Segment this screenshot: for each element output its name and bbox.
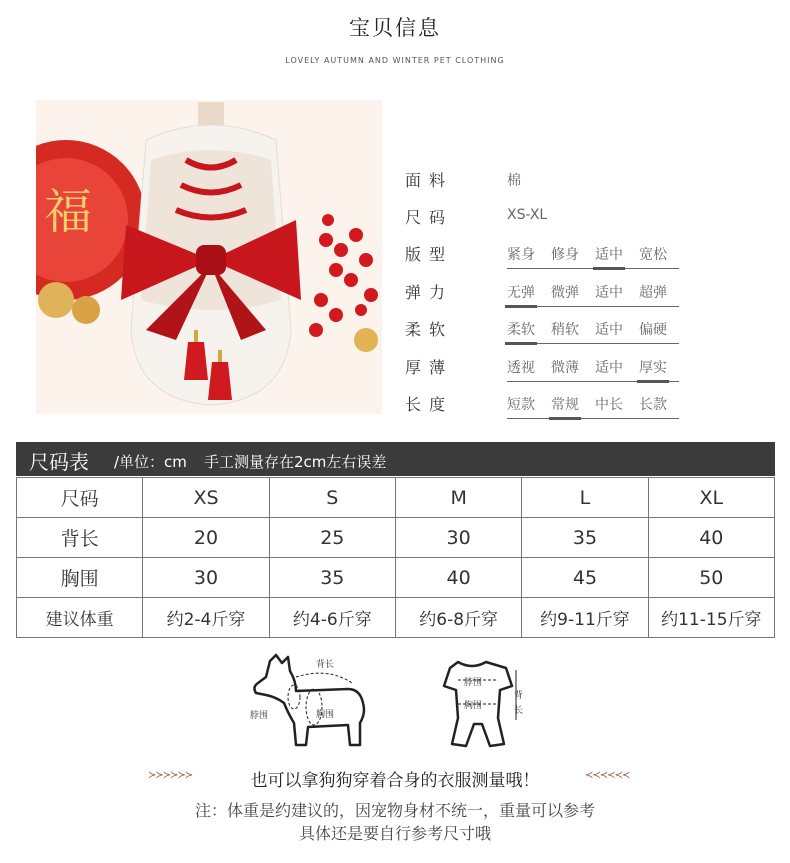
weight-note: 注：体重是约建议的，因宠物身材不统一，重量可以参考: [194, 801, 595, 820]
table-cell: 50: [648, 558, 774, 598]
table-cell: 40: [648, 518, 774, 558]
table-row: [17, 518, 775, 558]
size-chart-unit: /单位：cm: [114, 453, 187, 471]
product-photo: [36, 100, 382, 414]
attr-thickness-options: [507, 357, 679, 382]
table-cell: 约9-11斤穿: [522, 598, 648, 638]
table-cell: 35: [522, 518, 648, 558]
option: 适中: [595, 285, 623, 301]
measure-tip: 也可以拿狗狗穿着合身的衣服测量哦！: [250, 771, 540, 791]
dog-back-label: 背长: [316, 660, 335, 670]
attr-thickness-label: 厚薄: [405, 358, 454, 377]
size-chart-note: 手工测量存在2cm左右误差: [204, 453, 387, 471]
table-row: [17, 558, 775, 598]
dog-neck-label: 脖围: [250, 711, 269, 721]
option: 常规: [551, 394, 579, 414]
table-cell: 胸围: [17, 558, 143, 598]
table-cell: 建议体重: [17, 598, 143, 638]
attr-size-label: 尺码: [405, 208, 454, 227]
dog-measurement-diagram: [248, 653, 373, 753]
table-header-cell: M: [395, 478, 521, 518]
option: 适中: [595, 322, 623, 338]
attr-elasticity-label: 弹力: [405, 283, 454, 302]
attr-fit-label: 版型: [405, 245, 454, 264]
size-note: 具体还是要自行参考尺寸哦: [298, 824, 491, 843]
attr-length-label: 长度: [405, 395, 454, 414]
table-header-cell: L: [522, 478, 648, 518]
table-cell: 背长: [17, 518, 143, 558]
table-header-cell: XS: [143, 478, 269, 518]
table-header-cell: 尺码: [17, 478, 143, 518]
option: 透视: [507, 360, 535, 376]
attr-fabric-value: 棉: [507, 173, 521, 189]
option: 中长: [595, 397, 623, 413]
table-cell: 约6-8斤穿: [395, 598, 521, 638]
option: 柔软: [507, 319, 535, 339]
table-cell: 35: [269, 558, 395, 598]
attr-softness-options: [507, 319, 679, 344]
table-header-cell: XL: [648, 478, 774, 518]
option: 厚实: [639, 357, 667, 377]
option: 修身: [551, 247, 579, 263]
size-chart-table: [16, 477, 775, 638]
table-cell: 45: [522, 558, 648, 598]
page-title: 宝贝信息: [349, 16, 441, 40]
table-header-cell: S: [269, 478, 395, 518]
option: 适中: [595, 244, 623, 264]
attr-elasticity-options: [507, 282, 679, 307]
option: 长款: [639, 397, 667, 413]
table-header-row: [17, 478, 775, 518]
garment-neck-label: 脖围: [464, 678, 483, 688]
option: 微薄: [551, 360, 579, 376]
option: 超弹: [639, 285, 667, 301]
table-cell: 约4-6斤穿: [269, 598, 395, 638]
option: 宽松: [639, 247, 667, 263]
option: 紧身: [507, 247, 535, 263]
attr-size-value: XS-XL: [507, 207, 548, 223]
size-chart-title: 尺码表: [29, 450, 89, 474]
option: 无弹: [507, 282, 535, 302]
garment-measurement-diagram: [430, 658, 530, 753]
attr-length-options: [507, 394, 679, 419]
option: 稍软: [551, 322, 579, 338]
table-row: [17, 598, 775, 638]
attr-softness-label: 柔软: [405, 320, 454, 339]
size-chart-header: [16, 442, 775, 476]
table-cell: 约11-15斤穿: [648, 598, 774, 638]
table-cell: 约2-4斤穿: [143, 598, 269, 638]
table-cell: 40: [395, 558, 521, 598]
option: 微弹: [551, 285, 579, 301]
table-cell: 30: [395, 518, 521, 558]
option: 偏硬: [639, 322, 667, 338]
garment-length-label: 长: [514, 706, 524, 716]
option: 短款: [507, 397, 535, 413]
decor-arrows-left: ≻≻≻≻≻≻: [148, 770, 193, 781]
decor-arrows-right: ≺≺≺≺≺≺: [585, 770, 630, 781]
garment-chest-label: 胸围: [464, 701, 483, 711]
svg-text:福: 福: [44, 184, 93, 240]
table-cell: 20: [143, 518, 269, 558]
dog-outline-icon: [248, 653, 373, 753]
page-subtitle: LOVELY AUTUMN AND WINTER PET CLOTHING: [285, 56, 505, 65]
option: 适中: [595, 360, 623, 376]
table-cell: 25: [269, 518, 395, 558]
table-cell: 30: [143, 558, 269, 598]
attr-fit-options: [507, 244, 679, 269]
garment-back-label: 背: [514, 691, 524, 701]
dog-chest-label: 胸围: [316, 710, 335, 720]
attr-fabric-label: 面料: [405, 171, 454, 190]
